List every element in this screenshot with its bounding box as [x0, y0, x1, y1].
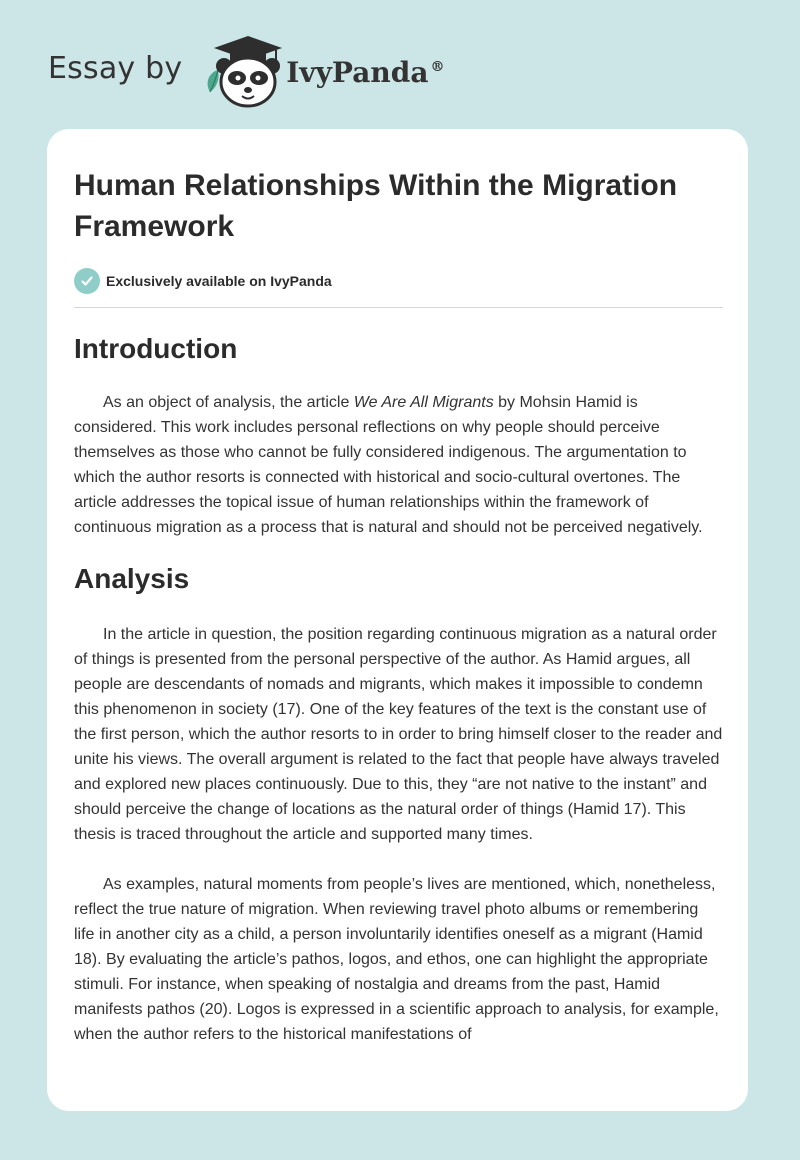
- essay-card: [47, 129, 748, 1111]
- brand-name[interactable]: IvyPanda ®: [286, 55, 445, 89]
- exclusive-label: Exclusively available on IvyPanda: [106, 273, 332, 289]
- article-title-italic: We Are All Migrants: [353, 394, 494, 411]
- analysis-paragraph-1: In the article in question, the position regarding continuous migration as a natural order of things is presented from the personal perspective of the author. As Hamid argues, all people are descendants of nomads and migrants, which makes it impossible to condemn this phenomenon in society (17). One of the key features of the text is the constant use of the first person, which the author resorts to in order to bring himself closer to the reader and unite his views. The overall argument is related to the fact that people have always traveled and explored new places continuously. Due to this, they “are not native to the instant” and should perceive the change of locations as the natural order of things (Hamid 17). This thesis is traced throughout the article and supported many times.: [74, 626, 723, 843]
- section-heading-introduction: Introduction: [74, 333, 238, 364]
- introduction-paragraph: As an object of analysis, the article We Are All Migrants by Mohsin Hamid is considered. This work includes personal reflections on why people should perceive themselves as those who cannot be fully considered indigenous. The argumentation to which the author resorts is connected with historical and socio-cultural overtones. The article addresses the topical issue of human relationships within the framework of continuous migration as a process that is natural and should not be perceived negatively.: [74, 394, 703, 536]
- site-header: [48, 30, 648, 110]
- title-divider: [74, 307, 723, 308]
- exclusive-badge: [74, 267, 722, 295]
- essay-title: Human Relationships Within the Migration Framework: [74, 169, 678, 243]
- check-circle-icon: [74, 268, 100, 294]
- brand-prefix: Essay by: [48, 50, 183, 86]
- panda-logo-icon[interactable]: [196, 30, 292, 110]
- analysis-paragraph-2: As examples, natural moments from people’s lives are mentioned, which, nonetheless, reflect the true nature of migration. When reviewing travel photo albums or remembering life in another city as a child, a person involuntarily identifies oneself as a migrant (Hamid 18). By evaluating the article’s pathos, logos, and ethos, one can highlight the appropriate stimuli. For instance, when speaking of nostalgia and dreams from the past, Hamid manifests pathos (20). Logos is expressed in a scientific approach to analysis, for example, when the author refers to the historical manifestations of: [74, 876, 719, 1043]
- section-heading-analysis: Analysis: [74, 563, 190, 594]
